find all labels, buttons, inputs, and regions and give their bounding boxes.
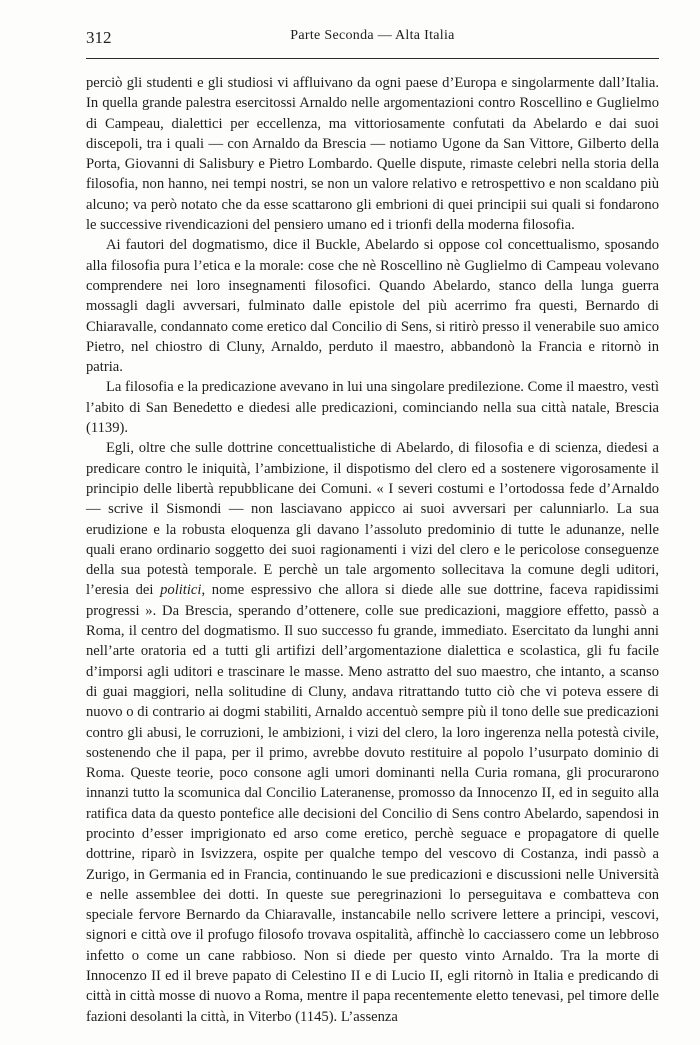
header-rule xyxy=(86,58,659,59)
paragraph xyxy=(86,438,659,1027)
paragraph: Ai fautori del dogmatismo, dice il Buckle, Abelardo si oppose col concettualismo, sposando alla filosofia pura l’etica e la morale: cose che nè Roscellino nè Guglielmo di Campeau volevano comprendere nei loro insegnamenti filosofici. Quando Abelardo, stanco della lunga guerra mossagli dagli avversari, fulminato dalle epistole del più acerrimo fra questi, Bernardo di Chiaravalle, condannato come eretico dal Concilio di Sens, si ritirò presso il venerabile suo amico Pietro, nel chiostro di Cluny, Arnaldo, perduto il maestro, abbandonò la Francia e ritornò in patria. xyxy=(86,237,659,376)
paragraph: La filosofia e la predicazione avevano in lui una singolare predilezione. Come il maestro, vestì l’abito di San Benedetto e diedesi alle predicazioni, cominciando nella sua città natale, Brescia (1139). xyxy=(86,379,659,437)
running-title: Parte Seconda — Alta Italia xyxy=(290,28,455,43)
paragraph: perciò gli studenti e gli studiosi vi affluivano da ogni paese d’Europa e singolarmente dall’Italia. In quella grande palestra esercitossi Arnaldo nelle argomentazioni contro Roscellino e Guglielmo di Campeau, dialettici per eccellenza, ma vittoriosamente confutati da Abelardo e dai suoi discepoli, tra i quali — con Arnaldo da Brescia — notiamo Ugone da San Vittore, Gilberto della Porta, Giovanni di Salisbury e Pietro Lombardo. Quelle dispute, rimaste celebri nella storia della filosofia, non hanno, nei tempi nostri, se non un valore relativo e retrospettivo e non scaldano più alcuno; va però notato che da esse scattarono gli embrioni di quei principii sui quali si fondarono le successive rivendicazioni del pensiero umano ed i trionfi della moderna filosofia. xyxy=(86,75,659,234)
book-page xyxy=(86,28,659,1027)
paragraph-text-segment: , nome espressivo che allora si diede alle sue dottrine, faceva rapidissimi progressi ». Da Brescia, sperando d’ottenere, colle sue predicazioni, maggiore effetto, passò a Roma, il centro del dogmatismo. Il suo successo fu grande, immediato. Esercitato da lunghi anni nell’arte oratoria ed a tutti gli artifizi dell’argomentazione dialettica e scolastica, gli fu facile d’imporsi agli uditori e trascinare le masse. Meno astratto del suo maestro, che intanto, a scanso di guai maggiori, nella solitudine di Cluny, andava ritrattando tutto ciò che vi poteva essere di nuovo o di contrario ai dogmi stabiliti, Arnaldo accentuò sempre più il tono delle sue predicazioni contro gli abusi, le corruzioni, le ambizioni, i vizi del clero, la loro ingerenza nella potestà civile, sostenendo che il papa, per il primo, avrebbe dovuto restituire al popolo l’usurpato dominio di Roma. Queste teorie, poco consone agli umori dominanti nella Curia romana, gli procurarono innanzi tutto la scomunica dal Concilio Lateranense, promosso da Innocenzo II, ed in seguito alla ratifica data da questo pontefice alle decisioni del Concilio di Sens contro Abelardo, sapendosi in procinto d’esser imprigionato ed arso come eretico, perchè seguace e propagatore di quelle dottrine, riparò in Isvizzera, ospite per qualche tempo del vescovo di Costanza, indi passò a Zurigo, in Germania ed in Francia, continuando le sue predicazioni e discussioni nelle Università e nelle assemblee dei dotti. In queste sue peregrinazioni lo perseguitava e combatteva con speciale fervore Bernardo da Chiaravalle, instancabile nello scrivere lettere a principi, vescovi, signori e città ove il profugo filosofo trovava ospitalità, affinchè lo cacciassero come un lebbroso infetto o come un cane rabbioso. Non si diede per questo vinto Arnaldo. Tra la morte di Innocenzo II ed il breve papato di Celestino II e di Lucio II, egli ritornò in Italia e predicando di città in città mosse di nuovo a Roma, mentre il papa recentemente eletto tenevasi, pel timore delle fazioni desolanti la città, in Viterbo (1145). L’assenza xyxy=(86,582,659,1025)
page-number: 312 xyxy=(86,28,112,47)
page-header xyxy=(86,28,659,54)
paragraph-text-segment: Egli, oltre che sulle dottrine concettualistiche di Abelardo, di filosofia e di scienza, diedesi a predicare contro le iniquità, l’ambizione, il dispotismo del clero ed a sostenere vigorosamente il principio delle libertà repubblicane dei Comuni. « I severi costumi e l’ortodossa fede d’Arnaldo — scrive il Sismondi — non lasciavano appicco ai suoi avversari per calunniarlo. La sua erudizione e la robusta eloquenza gli davano l’assoluto predominio di tutte le adunanze, nelle quali erano ordinario soggetto dei suoi ragionamenti i vizi del clero e le pericolose conseguenze della sua potestà temporale. E perchè un tale argomento sollecitava la comune degli uditori, l’eresia dei xyxy=(86,440,659,599)
italic-term: politici xyxy=(160,582,202,599)
body-text xyxy=(86,73,659,1027)
